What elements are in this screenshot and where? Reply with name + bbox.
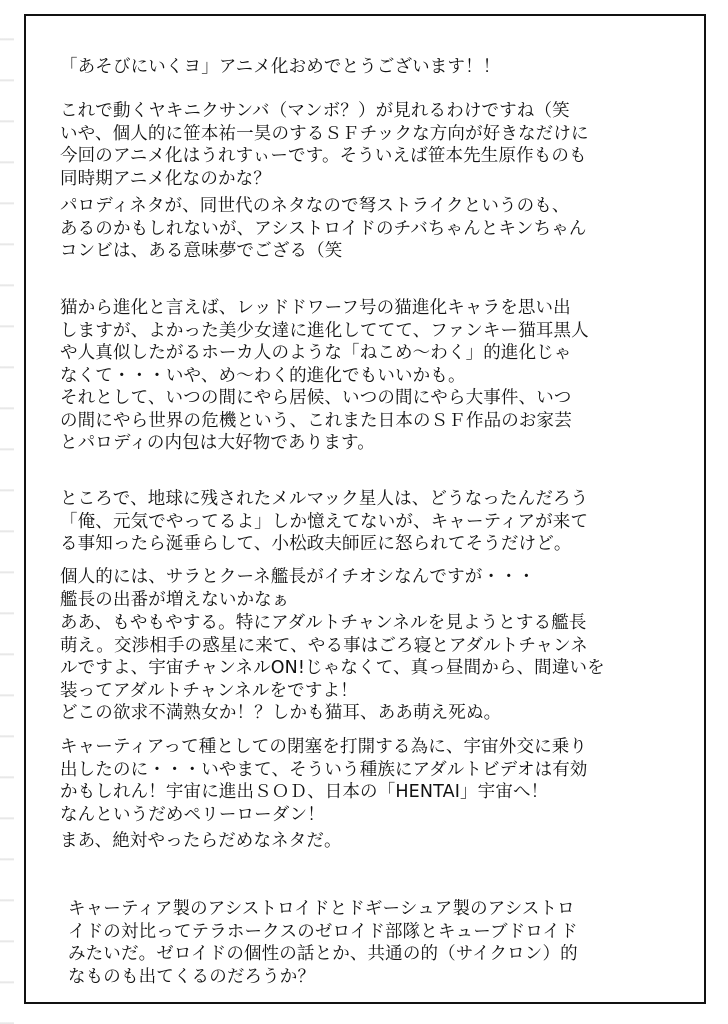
scan-edge-marks	[0, 0, 14, 1024]
text-line: 萌え。交渉相手の惑星に来て、やる事はごろ寝とアダルトチャンネ	[60, 635, 588, 656]
text-line: どこの欲求不満熟女か！？しかも猫耳、ああ萌え死ぬ。	[60, 703, 502, 723]
paragraph-assistroid-comparison	[68, 898, 578, 988]
text-line: の間にやら世界の危機という、これまた日本のＳＦ作品のお家芸	[60, 410, 572, 431]
paragraph-favorite-characters	[60, 566, 535, 611]
text-line: いや、個人的に笹本祐一昊のするＳＦチックな方向が好きなだけに	[60, 123, 589, 144]
text-line: ルですよ、宇宙チャンネルON!じゃなくて、真っ昼間から、間違いを	[60, 658, 605, 678]
text-line: 個人的には、サラとクーネ艦長がイチオシなんですが・・・	[60, 567, 536, 587]
text-line: 出したのに・・・いやまて、そういう種族にアダルトビデオは有効	[60, 759, 588, 780]
paragraph-parody-neta	[60, 195, 587, 263]
text-line: コンビは、ある意味夢でござる（笑	[60, 241, 343, 261]
paragraph-melmac	[60, 488, 588, 556]
text-line: パロディネタが、同世代のネタなので弩ストライクというのも、	[60, 196, 570, 216]
text-line: ああ、もやもやする。特にアダルトチャンネルを見ようとする艦長	[60, 613, 587, 633]
text-line: しますが、よかった美少女達に進化しててて、ファンキー猫耳黒人	[60, 320, 589, 341]
text-line: 艦長の出番が増えないかなぁ	[60, 589, 290, 610]
text-line: とパロディの内包は大好物であります。	[60, 433, 375, 453]
paragraph-yakiniku-samba	[60, 100, 589, 190]
text-line: キャーティアって種としての閉塞を打開する為に、宇宙外交に乗り	[60, 737, 588, 757]
text-line: ところで、地球に残されたメルマック星人は、どうなったんだろう	[60, 489, 589, 509]
text-line: 装ってアダルトチャンネルをですよ！	[60, 680, 358, 701]
text-line: イドの対比ってテラホークスのゼロイド部隊とキューブドロイド	[68, 921, 578, 942]
text-line: 「俺、元気でやってるよ」しか憶えてないが、キャーティアが来て	[60, 511, 589, 532]
text-line: る事知ったら涎垂らして、小松政夫師匠に怒られてそうだけど。	[60, 534, 572, 554]
text-line: あるのかもしれないが、アシストロイドのチバちゃんとキンちゃん	[60, 218, 587, 239]
text-line: 今回のアニメ化はうれすぃーです。そういえば笹本先生原作ものも	[60, 146, 587, 166]
paragraph-dame-neta	[60, 830, 342, 853]
paragraph-congratulations	[60, 56, 500, 79]
text-line: みたいだ。ゼロイドの個性の話とか、共通の的（サイクロン）的	[68, 944, 578, 964]
text-line: かもしれん！宇宙に進出ＳＯＤ、日本の「HENTAI」宇宙へ！	[60, 782, 549, 802]
text-line: や人真似したがるホーカ人のような「ねこめ～わく」的進化じゃ	[60, 343, 572, 363]
text-line: 同時期アニメ化なのかな？	[60, 168, 271, 189]
text-line: 猫から進化と言えば、レッドドワーフ号の猫進化キャラを思い出	[60, 298, 571, 318]
text-line: まあ、絶対やったらだめなネタだ。	[60, 831, 342, 851]
text-line: 「あそびにいくヨ」アニメ化おめでとうございます！！	[60, 57, 501, 77]
text-line: キャーティア製のアシストロイドとドギーシュア製のアシストロ	[68, 899, 575, 919]
text-line: それとして、いつの間にやら居候、いつの間にやら大事件、いつ	[60, 388, 572, 408]
text-line: これで動くヤキニクサンバ（マンボ？）が見れるわけですね（笑	[60, 101, 570, 121]
paragraph-space-diplomacy	[60, 736, 588, 826]
text-line: なんというだめペリーローダン！	[60, 804, 325, 825]
paragraph-cat-evolution	[60, 297, 589, 455]
paragraph-captain-moe	[60, 612, 605, 725]
text-line: なくて・・・いや、め～わく的進化でもいいかも。	[60, 365, 466, 386]
text-line: なものも出てくるのだろうか？	[68, 966, 316, 987]
